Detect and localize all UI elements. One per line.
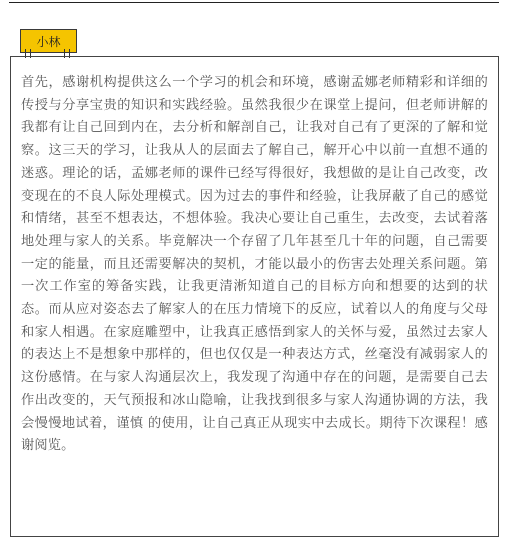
feedback-text: 首先，感谢机构提供这么一个学习的机会和环境，感谢孟娜老师精彩和详细的传授与分享宝贵的知识和实践经验。虽然我很少在课堂上提问，但老师讲解的我都有让自己回到内在，去分析和解剖自己，让我对自己有了更深的了解和觉察。这三天的学习，让我从人的层面去了解自己，解开心中以前一直想不通的迷惑。理论的话，孟娜老师的课件已经写得很好，我想做的是让自己改变，改变现在的不良人际处理模式。因为过去的事件和经验，让我屏蔽了自己的感觉和情绪，甚至不想表达，不想体验。我决心要让自己重生，去改变，去试着落地处理与家人的关系。毕竟解决一个存留了几年甚至几十年的问题，自己需要一定的能量，而且还需要解决的契机，才能以最小的伤害去处理关系问题。第一次工作室的筹备实践，让我更清淅知道自己的目标方向和想要的达到的状态。而从应对姿态去了解家人的在压力情境下的反应，试着以人的角度与父母和家人相遇。在家庭雕塑中，让我真正感悟到家人的关怀与爱，虽然过去家人的表达上不是想象中那样的，但也仅仅是一种表达方式，丝毫没有减弱家人的这份感情。在与家人沟通层次上，我发现了沟通中存在的问题，是需要自己去作出改变的，天气预报和冰山隐喻，让我找到很多与家人沟通协调的方法，我会慢慢地试着，谨慎 的使用，让自己真正从现实中去成长。期待下次课程！感谢阅览。 [21,75,488,454]
feedback-card [10,56,499,537]
top-divider [9,2,499,3]
author-name: 小林 [36,34,61,49]
